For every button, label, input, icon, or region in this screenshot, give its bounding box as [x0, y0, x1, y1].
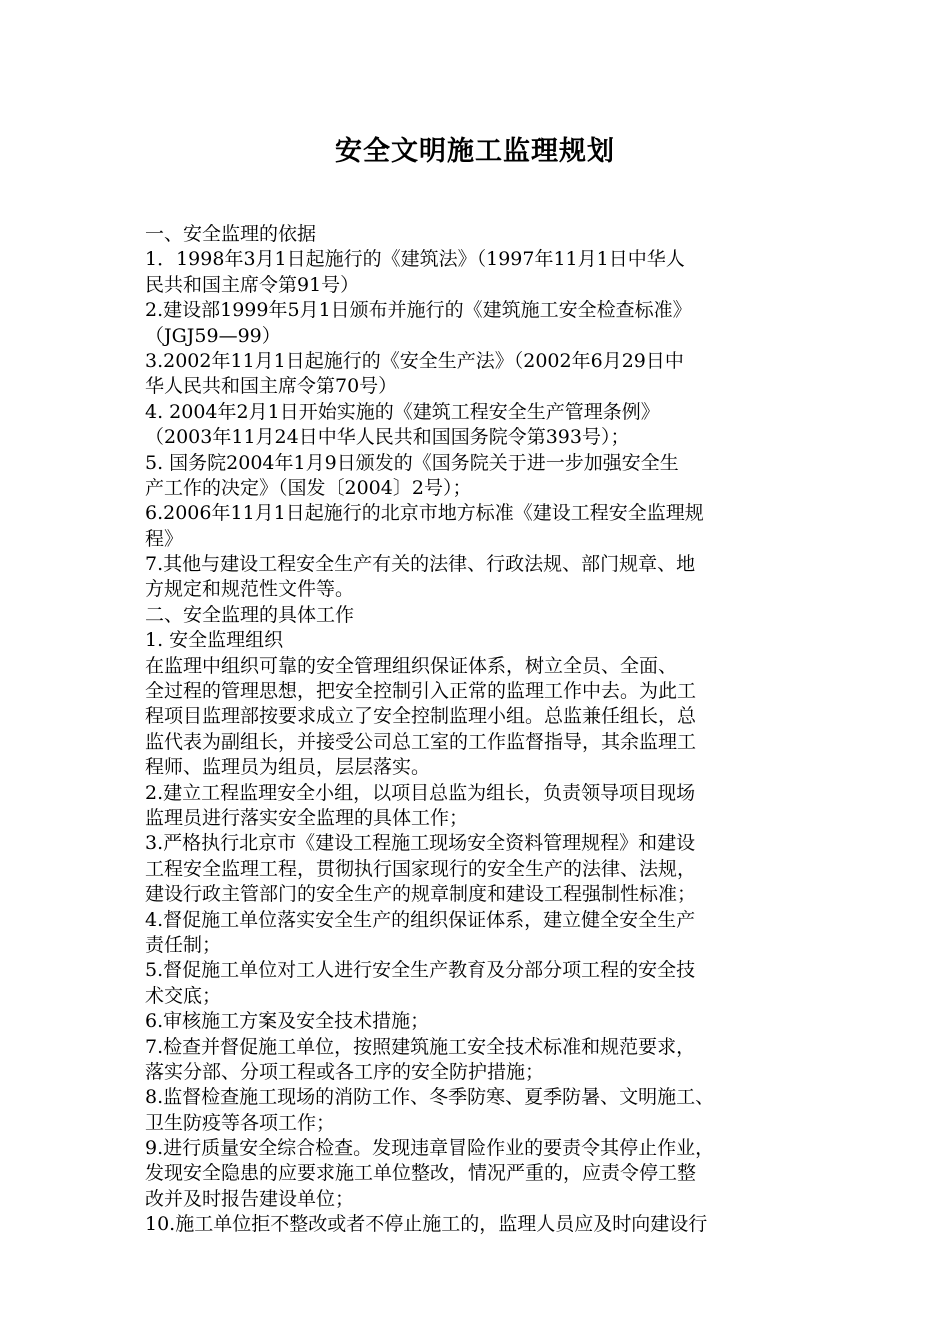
body-line: 在监理中组织可靠的安全管理组织保证体系，树立全员、全面、: [145, 654, 678, 677]
body-line: 9.进行质量安全综合检查。发现违章冒险作业的要责令其停止作业，: [145, 1137, 715, 1160]
body-line: 3.2002年11月1日起施行的《安全生产法》（2002年6月29日中: [145, 349, 684, 372]
body-line: 工程安全监理工程，贯彻执行国家现行的安全生产的法律、法规，: [145, 857, 697, 880]
body-line: （JGJ59—99）: [145, 324, 281, 347]
body-line: 2.建立工程监理安全小组，以项目总监为组长，负责领导项目现场: [145, 781, 696, 804]
body-line: 产工作的决定》（国发〔2004〕2号）；: [145, 476, 472, 499]
body-line: 监理员进行落实安全监理的具体工作；: [145, 806, 469, 829]
body-line: 3.严格执行北京市《建设工程施工现场安全资料管理规程》和建设: [145, 832, 696, 855]
body-line: 民共和国主席令第91号）: [145, 273, 360, 296]
body-line: 华人民共和国主席令第70号）: [145, 375, 398, 398]
body-line: 8.监督检查施工现场的消防工作、冬季防寒、夏季防暑、文明施工、: [145, 1086, 715, 1109]
body-line: 5.督促施工单位对工人进行安全生产教育及分部分项工程的安全技: [145, 959, 696, 982]
body-line: 卫生防疫等各项工作；: [145, 1111, 336, 1134]
body-line: 方规定和规范性文件等。: [145, 578, 355, 601]
body-line: 7.其他与建设工程安全生产有关的法律、行政法规、部门规章、地: [145, 553, 696, 576]
body-line: 二、安全监理的具体工作: [145, 603, 355, 626]
body-line: （2003年11月24日中华人民共和国国务院令第393号）；: [145, 426, 630, 449]
body-line: 全过程的管理思想，把安全控制引入正常的监理工作中去。为此工: [145, 680, 697, 703]
body-line: 术交底；: [145, 984, 222, 1007]
body-line: 6.审核施工方案及安全技术措施；: [145, 1010, 430, 1033]
document-title: 安全文明施工监理规划: [335, 136, 615, 167]
body-line: 监代表为副组长，并接受公司总工室的工作监督指导，其余监理工: [145, 730, 697, 753]
document-body: [145, 222, 825, 1238]
body-line: 1．1998年3月1日起施行的《建筑法》（1997年11月1日中华人: [145, 248, 685, 271]
body-line: 4.督促施工单位落实安全生产的组织保证体系，建立健全安全生产: [145, 908, 696, 931]
body-line: 发现安全隐患的应要求施工单位整改，情况严重的，应责令停工整: [145, 1162, 697, 1185]
body-line: 落实分部、分项工程或各工序的安全防护措施；: [145, 1060, 545, 1083]
body-line: 责任制；: [145, 933, 222, 956]
body-line: 10.施工单位拒不整改或者不停止施工的，监理人员应及时向建设行: [145, 1213, 708, 1236]
body-line: 7.检查并督促施工单位，按照建筑施工安全技术标准和规范要求，: [145, 1035, 696, 1058]
body-line: 2.建设部1999年5月1日颁布并施行的《建筑施工安全检查标准》: [145, 299, 692, 322]
body-line: 改并及时报告建设单位；: [145, 1187, 355, 1210]
body-line: 一、安全监理的依据: [145, 223, 317, 245]
body-line: 6.2006年11月1日起施行的北京市地方标准《建设工程安全监理规: [145, 502, 704, 525]
body-line: 4. 2004年2月1日开始实施的《建筑工程安全生产管理条例》: [145, 400, 660, 423]
body-line: 1. 安全监理组织: [145, 629, 284, 652]
body-line: 建设行政主管部门的安全生产的规章制度和建设工程强制性标准；: [145, 883, 697, 906]
body-line: 程师、监理员为组员，层层落实。: [145, 756, 431, 779]
body-line: 程》: [145, 527, 184, 550]
body-line: 程项目监理部按要求成立了安全控制监理小组。总监兼任组长，总: [145, 705, 697, 728]
body-line: 5. 国务院2004年1月9日颁发的《国务院关于进一步加强安全生: [145, 451, 679, 474]
